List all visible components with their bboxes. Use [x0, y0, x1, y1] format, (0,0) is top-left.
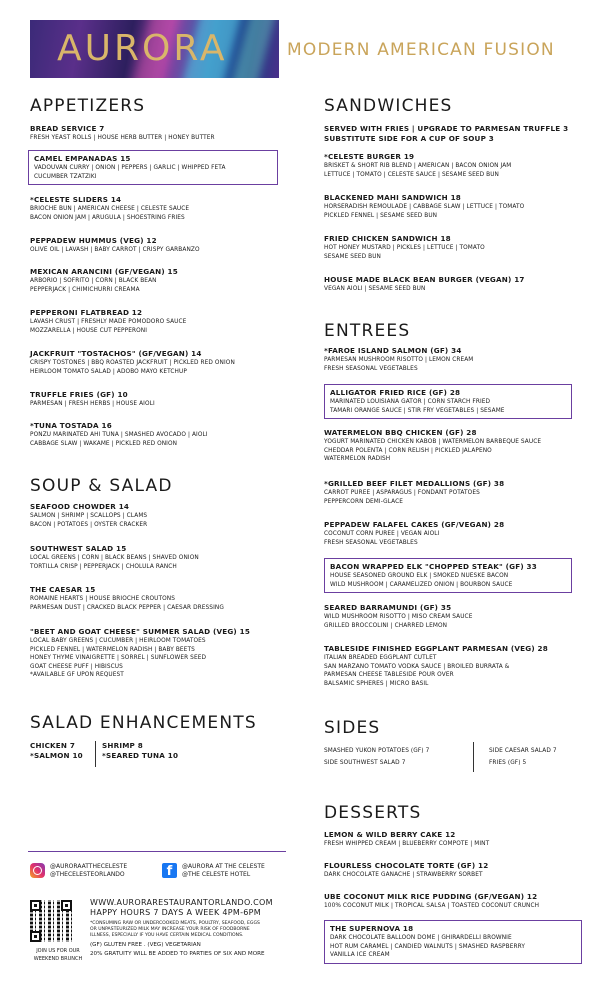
item-name: PEPPADEW FALAFEL CAKES (GF/VEGAN) 28: [324, 520, 505, 529]
item-name: ALLIGATOR FRIED RICE (GF) 28: [330, 388, 461, 397]
item-desc: FRESH WHIPPED CREAM | BLUEBERRY COMPOTE | MINT: [324, 841, 490, 847]
menu-item: [324, 892, 604, 911]
item-name: SEAFOOD CHOWDER 14: [30, 502, 130, 511]
menu-item: [324, 152, 594, 179]
disclaimer: OR UNPASTEURIZED MILK MAY INCREASE YOUR RISK OF FOODBORNE: [90, 927, 250, 932]
menu-item: [30, 308, 290, 335]
menu-item: [30, 585, 290, 612]
item-desc: ROMAINE HEARTS | HOUSE BRIOCHE CROUTONS: [30, 596, 176, 602]
item-desc: PARMESAN | FRESH HERBS | HOUSE AIOLI: [30, 401, 155, 407]
item-desc: WILD MUSHROOM RISOTTO | MISO CREAM SAUCE: [324, 614, 473, 620]
qr-caption-line: JOIN US FOR OUR: [36, 948, 80, 954]
item-desc: VANILLA ICE CREAM: [330, 952, 390, 958]
soup-salad-heading: SOUP & SALAD: [30, 476, 173, 496]
menu-item: [324, 479, 594, 506]
item-desc: SESAME SEED BUN: [324, 253, 381, 260]
item-name: WATERMELON BBQ CHICKEN (GF) 28: [324, 428, 477, 437]
menu-item-featured: [324, 384, 572, 419]
item-desc: HOT RUM CARAMEL | CANDIED WALNUTS | SMASHED RASPBERRY: [330, 943, 526, 950]
item-desc: SALMON | SHRIMP | SCALLOPS | CLAMS: [30, 513, 148, 519]
divider: [95, 741, 96, 767]
item-name: SOUTHWEST SALAD 15: [30, 544, 127, 553]
entrees-heading: ENTREES: [324, 321, 411, 341]
item-name: THE CAESAR 15: [30, 585, 96, 594]
item-desc: HOT HONEY MUSTARD | PICKLES | LETTUCE | TOMATO: [324, 245, 485, 251]
footer-info: [90, 898, 290, 959]
item-desc: GOAT CHEESE PUFF | HIBISCUS: [30, 663, 123, 670]
sandwiches-intro: [324, 124, 594, 144]
facebook-handle[interactable]: @THE CELESTE HOTEL: [182, 871, 251, 878]
item-desc: PEPPERCORN DEMI-GLACE: [324, 498, 404, 505]
item-name: *CELESTE SLIDERS 14: [30, 195, 122, 204]
item-name: SEARED BARRAMUNDI (GF) 35: [324, 603, 452, 612]
item-name: FLOURLESS CHOCOLATE TORTE (GF) 12: [324, 861, 489, 870]
item-note: *AVAILABLE GF UPON REQUEST: [30, 672, 124, 678]
menu-item-featured: [324, 920, 582, 964]
menu-item: [324, 346, 594, 373]
item-desc: PARMESAN CHEESE TABLESIDE POUR OVER: [324, 672, 454, 678]
menu-item: [324, 193, 594, 220]
item-desc: 100% COCONUT MILK | TROPICAL SALSA | TOASTED COCONUT CRUNCH: [324, 903, 540, 909]
appetizers-heading: APPETIZERS: [30, 96, 146, 116]
item-desc: GRILLED BROCCOLINI | CHARRED LEMON: [324, 622, 448, 629]
item-desc: FRESH SEASONAL VEGETABLES: [324, 365, 418, 372]
side-item: SIDE SOUTHWEST SALAD 7: [324, 760, 406, 766]
item-desc: DARK CHOCOLATE BALLOON DOME | GHIRARDELLI BROWNIE: [330, 935, 512, 941]
enhancement-item: CHICKEN 7: [30, 741, 76, 750]
website-link[interactable]: WWW.AURORARESTAURANTORLANDO.COM: [90, 898, 273, 907]
item-desc: SAN MARZANO TOMATO VODKA SAUCE | BROILED BURRATA &: [324, 663, 510, 670]
item-name: BACON WRAPPED ELK "CHOPPED STEAK" (GF) 33: [330, 562, 537, 571]
item-name: *FAROE ISLAND SALMON (GF) 34: [324, 346, 462, 355]
item-name: BREAD SERVICE 7: [30, 124, 105, 133]
intro-line: SUBSTITUTE SIDE FOR A CUP OF SOUP 3: [324, 134, 494, 143]
item-name: THE SUPERNOVA 18: [330, 924, 414, 933]
item-desc: VADOUVAN CURRY | ONION | PEPPERS | GARLIC | WHIPPED FETA: [34, 165, 226, 171]
item-desc: COCONUT CORN PUREE | VEGAN AIOLI: [324, 531, 440, 537]
menu-item: [30, 390, 290, 409]
menu-item: [324, 830, 594, 849]
item-desc: BACON | POTATOES | OYSTER CRACKER: [30, 521, 148, 528]
menu-item: [30, 349, 300, 376]
item-name: "BEET AND GOAT CHEESE" SUMMER SALAD (VEG) 15: [30, 627, 251, 636]
menu-item: [324, 520, 594, 547]
sides-heading: SIDES: [324, 718, 381, 738]
item-desc: HORSERADISH REMOULADE | CABBAGE SLAW | LETTUCE | TOMATO: [324, 204, 525, 210]
facebook-handles: [182, 863, 292, 879]
happy-hours: HAPPY HOURS 7 DAYS A WEEK 4PM-6PM: [90, 908, 261, 917]
item-desc: HEIRLOOM TOMATO SALAD | ADOBO MAYO KETCHUP: [30, 368, 187, 375]
item-desc: PEPPERJACK | CHIMICHURRI CREAMA: [30, 286, 140, 293]
disclaimer: ILLNESS, ESPECIALLY IF YOU HAVE CERTAIN MEDICAL CONDITIONS.: [90, 933, 244, 938]
menu-item: [30, 502, 290, 529]
qr-caption: [28, 947, 88, 963]
aurora-logo: AURORA: [57, 28, 228, 69]
item-desc: FRESH SEASONAL VEGETABLES: [324, 539, 418, 546]
item-desc: BRISKET & SHORT RIB BLEND | AMERICAN | BACON ONION JAM: [324, 163, 512, 169]
menu-item-featured: [324, 558, 572, 593]
intro-line: SERVED WITH FRIES | UPGRADE TO PARMESAN TRUFFLE 3: [324, 124, 569, 133]
enhancement-list-left: [30, 741, 100, 761]
item-name: LEMON & WILD BERRY CAKE 12: [324, 830, 456, 839]
enhancement-item: *SALMON 10: [30, 751, 83, 760]
item-desc: PARMESAN MUSHROOM RISOTTO | LEMON CREAM: [324, 357, 474, 363]
item-desc: CUCUMBER TZATZIKI: [34, 173, 97, 180]
item-name: *GRILLED BEEF FILET MEDALLIONS (GF) 38: [324, 479, 505, 488]
menu-item: [30, 236, 290, 255]
side-item: FRIES (GF) 5: [489, 760, 527, 766]
sides-list-left: [324, 745, 469, 769]
item-desc: CARROT PUREE | ASPARAGUS | FONDANT POTATOES: [324, 490, 480, 496]
side-item: SMASHED YUKON POTATOES (GF) 7: [324, 748, 430, 754]
item-desc: BRIOCHE BUN | AMERICAN CHEESE | CELESTE SAUCE: [30, 206, 190, 212]
menu-item: [324, 861, 594, 880]
item-desc: TORTILLA CRISP | PEPPERJACK | CHOLULA RANCH: [30, 563, 177, 570]
item-desc: OLIVE OIL | LAVASH | BABY CARROT | CRISPY GARBANZO: [30, 247, 200, 253]
item-name: PEPPERONI FLATBREAD 12: [30, 308, 143, 317]
sandwiches-heading: SANDWICHES: [324, 96, 453, 116]
footer-divider: [28, 851, 286, 852]
sides-list-right: [489, 745, 589, 769]
menu-item: [324, 275, 594, 294]
item-name: UBE COCONUT MILK RICE PUDDING (GF/VEGAN) 12: [324, 892, 538, 901]
enhancement-item: SHRIMP 8: [102, 741, 143, 750]
item-desc: FRESH YEAST ROLLS | HOUSE HERB BUTTER | HONEY BUTTER: [30, 135, 215, 141]
item-desc: BALSAMIC SPHERES | MICRO BASIL: [324, 680, 429, 687]
instagram-icon[interactable]: [30, 863, 45, 878]
item-desc: ARBORIO | SOFRITO | CORN | BLACK BEAN: [30, 278, 157, 284]
item-name: *CELESTE BURGER 19: [324, 152, 415, 161]
menu-item: [30, 124, 290, 143]
item-name: HOUSE MADE BLACK BEAN BURGER (VEGAN) 17: [324, 275, 525, 284]
item-desc: LOCAL BABY GREENS | CUCUMBER | HEIRLOOM TOMATOES: [30, 638, 206, 644]
item-desc: BACON ONION JAM | ARUGULA | SHOESTRING FRIES: [30, 214, 185, 221]
item-name: BLACKENED MAHI SANDWICH 18: [324, 193, 461, 202]
facebook-handle[interactable]: @AURORA AT THE CELESTE: [182, 863, 265, 870]
item-desc: YOGURT MARINATED CHICKEN KABOB | WATERMELON BARBEQUE SAUCE: [324, 439, 542, 445]
item-desc: LETTUCE | TOMATO | CELESTE SAUCE | SESAME SEED BUN: [324, 171, 499, 178]
gratuity-note: 20% GRATUITY WILL BE ADDED TO PARTIES OF SIX AND MORE: [90, 951, 265, 957]
tagline: MODERN AMERICAN FUSION: [287, 40, 555, 60]
item-name: MEXICAN ARANCINI (GF/VEGAN) 15: [30, 267, 178, 276]
menu-item: [324, 644, 599, 688]
item-name: CAMEL EMPANADAS 15: [34, 154, 131, 163]
menu-item: [30, 421, 290, 448]
item-desc: DARK CHOCOLATE GANACHE | STRAWBERRY SORBET: [324, 872, 483, 878]
item-desc: TAMARI ORANGE SAUCE | STIR FRY VEGETABLES | SESAME: [330, 407, 505, 414]
qr-code[interactable]: [30, 900, 72, 942]
instagram-handle[interactable]: @THECELESTEORLANDO: [50, 871, 125, 878]
item-name: JACKFRUIT "TOSTACHOS" (GF/VEGAN) 14: [30, 349, 202, 358]
item-desc: PONZU MARINATED AHI TUNA | SMASHED AVOCADO | AIOLI: [30, 432, 208, 438]
item-desc: CHEDDAR POLENTA | CORN RELISH | PICKLED JALAPENO: [324, 447, 492, 454]
desserts-heading: DESSERTS: [324, 803, 422, 823]
item-desc: PARMESAN DUST | CRACKED BLACK PEPPER | CAESAR DRESSING: [30, 604, 224, 611]
menu-item: [30, 627, 290, 680]
instagram-handles: [50, 863, 150, 879]
divider: [473, 742, 474, 772]
item-desc: MARINATED LOUISIANA GATOR | CORN STARCH FRIED: [330, 399, 491, 405]
item-name: PEPPADEW HUMMUS (VEG) 12: [30, 236, 157, 245]
item-name: TRUFFLE FRIES (GF) 10: [30, 390, 128, 399]
item-name: *TUNA TOSTADA 16: [30, 421, 112, 430]
item-desc: HOUSE SEASONED GROUND ELK | SMOKED NUESKE BACON: [330, 573, 509, 579]
enhancement-item: *SEARED TUNA 10: [102, 751, 179, 760]
item-desc: PICKLED FENNEL | SESAME SEED BUN: [324, 212, 438, 219]
qr-caption-line: WEEKEND BRUNCH: [33, 956, 83, 962]
item-desc: WILD MUSHROOM | CARAMELIZED ONION | BOURBON SAUCE: [330, 581, 513, 588]
diet-legend: (GF) GLUTEN FREE . (VEG) VEGETARIAN: [90, 942, 201, 948]
salad-enhancements-heading: SALAD ENHANCEMENTS: [30, 713, 257, 733]
menu-item: [30, 267, 290, 294]
menu-item: [324, 603, 594, 630]
item-desc: PICKLED FENNEL | WATERMELON RADISH | BABY BEETS: [30, 646, 195, 653]
item-desc: VEGAN AIOLI | SESAME SEED BUN: [324, 286, 426, 292]
item-desc: CABBAGE SLAW | WAKAME | PICKLED RED ONION: [30, 440, 178, 447]
menu-item: [30, 195, 290, 222]
disclaimer: *CONSUMING RAW OR UNDERCOOKED MEATS, POULTRY, SEAFOOD, EGGS: [90, 921, 260, 926]
side-item: SIDE CAESAR SALAD 7: [489, 748, 557, 754]
menu-item-featured: [28, 150, 278, 185]
item-desc: CRISPY TOSTONES | BBQ ROASTED JACKFRUIT | PICKLED RED ONION: [30, 360, 235, 366]
menu-item: [324, 428, 599, 464]
item-desc: MOZZARELLA | HOUSE CUT PEPPERONI: [30, 327, 148, 334]
item-name: FRIED CHICKEN SANDWICH 18: [324, 234, 451, 243]
instagram-handle[interactable]: @AURORAATTHECELESTE: [50, 863, 128, 870]
item-desc: LOCAL GREENS | CORN | BLACK BEANS | SHAVED ONION: [30, 555, 199, 561]
header-banner: [30, 20, 279, 78]
item-desc: HONEY THYME VINAIGRETTE | SORREL | SUNFLOWER SEED: [30, 655, 207, 661]
item-name: TABLESIDE FINISHED EGGPLANT PARMESAN (VEG) 28: [324, 644, 548, 653]
item-desc: ITALIAN BREADED EGGPLANT CUTLET: [324, 655, 437, 661]
facebook-icon[interactable]: f: [162, 863, 177, 878]
item-desc: WATERMELON RADISH: [324, 456, 391, 462]
enhancement-list-right: [102, 741, 202, 761]
menu-item: [324, 234, 594, 261]
item-desc: LAVASH CRUST | FRESHLY MADE POMODORO SAUCE: [30, 319, 187, 325]
menu-item: [30, 544, 290, 571]
